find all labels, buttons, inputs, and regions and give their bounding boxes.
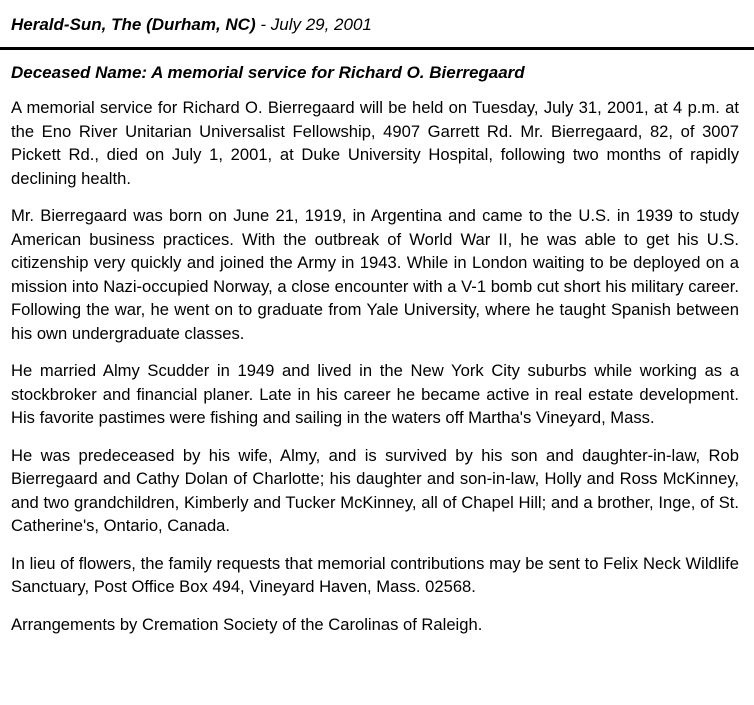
article-paragraph: He married Almy Scudder in 1949 and lived in the New York City suburbs while working as a stockbroker and financial planer. Late in his career he became active in real estate development. His favorite pastimes were fishing and sailing in the waters off Martha's Vineyard, Mass. [11, 361, 739, 427]
publication-header [11, 0, 740, 37]
article-paragraph: Mr. Bierregaard was born on June 21, 1919, in Argentina and came to the U.S. in 1939 to study American business practices. With the outbreak of World War II, he was able to get his U.S. citizenship very quickly and joined the Army in 1943. While in London waiting to be deployed on a mission into Nazi-occupied Norway, a close encounter with a V-1 bomb cut short his military career. Following the war, he went on to graduate from Yale University, where he taught Spanish between his own undergraduate classes. [11, 206, 739, 343]
article-body [11, 96, 739, 636]
article-paragraph: He was predeceased by his wife, Almy, and is survived by his son and daughter-in-law, Rob Bierregaard and Cathy Dolan of Charlotte; his daughter and son-in-law, Holly and Ross McKinney, and two grandchildren, Kimberly and Tucker McKinney, all of Chapel Hill; and a brother, Inge, of St. Catherine's, Ontario, Canada. [11, 445, 739, 535]
article-title: Deceased Name: A memorial service for Richard O. Bierregaard [11, 63, 525, 82]
header-divider [0, 47, 754, 50]
article-paragraph: In lieu of flowers, the family requests that memorial contributions may be sent to Felix Neck Wildlife Sanctuary, Post Office Box 494, Vineyard Haven, Mass. 02568. [11, 553, 739, 596]
publication-name: Herald-Sun, The (Durham, NC) [11, 15, 256, 34]
publication-date: July 29, 2001 [270, 15, 372, 34]
article-paragraph: Arrangements by Cremation Society of the Carolinas of Raleigh. [11, 614, 483, 634]
article-paragraph: A memorial service for Richard O. Bierregaard will be held on Tuesday, July 31, 2001, at 4 p.m. at the Eno River Unitarian Universalist Fellowship, 4907 Garrett Rd. Mr. Bierregaard, 82, of 3007 Pickett Rd., died on July 1, 2001, at Duke University Hospital, following two months of rapidly declining health. [11, 98, 739, 188]
header-separator: - [255, 15, 271, 34]
